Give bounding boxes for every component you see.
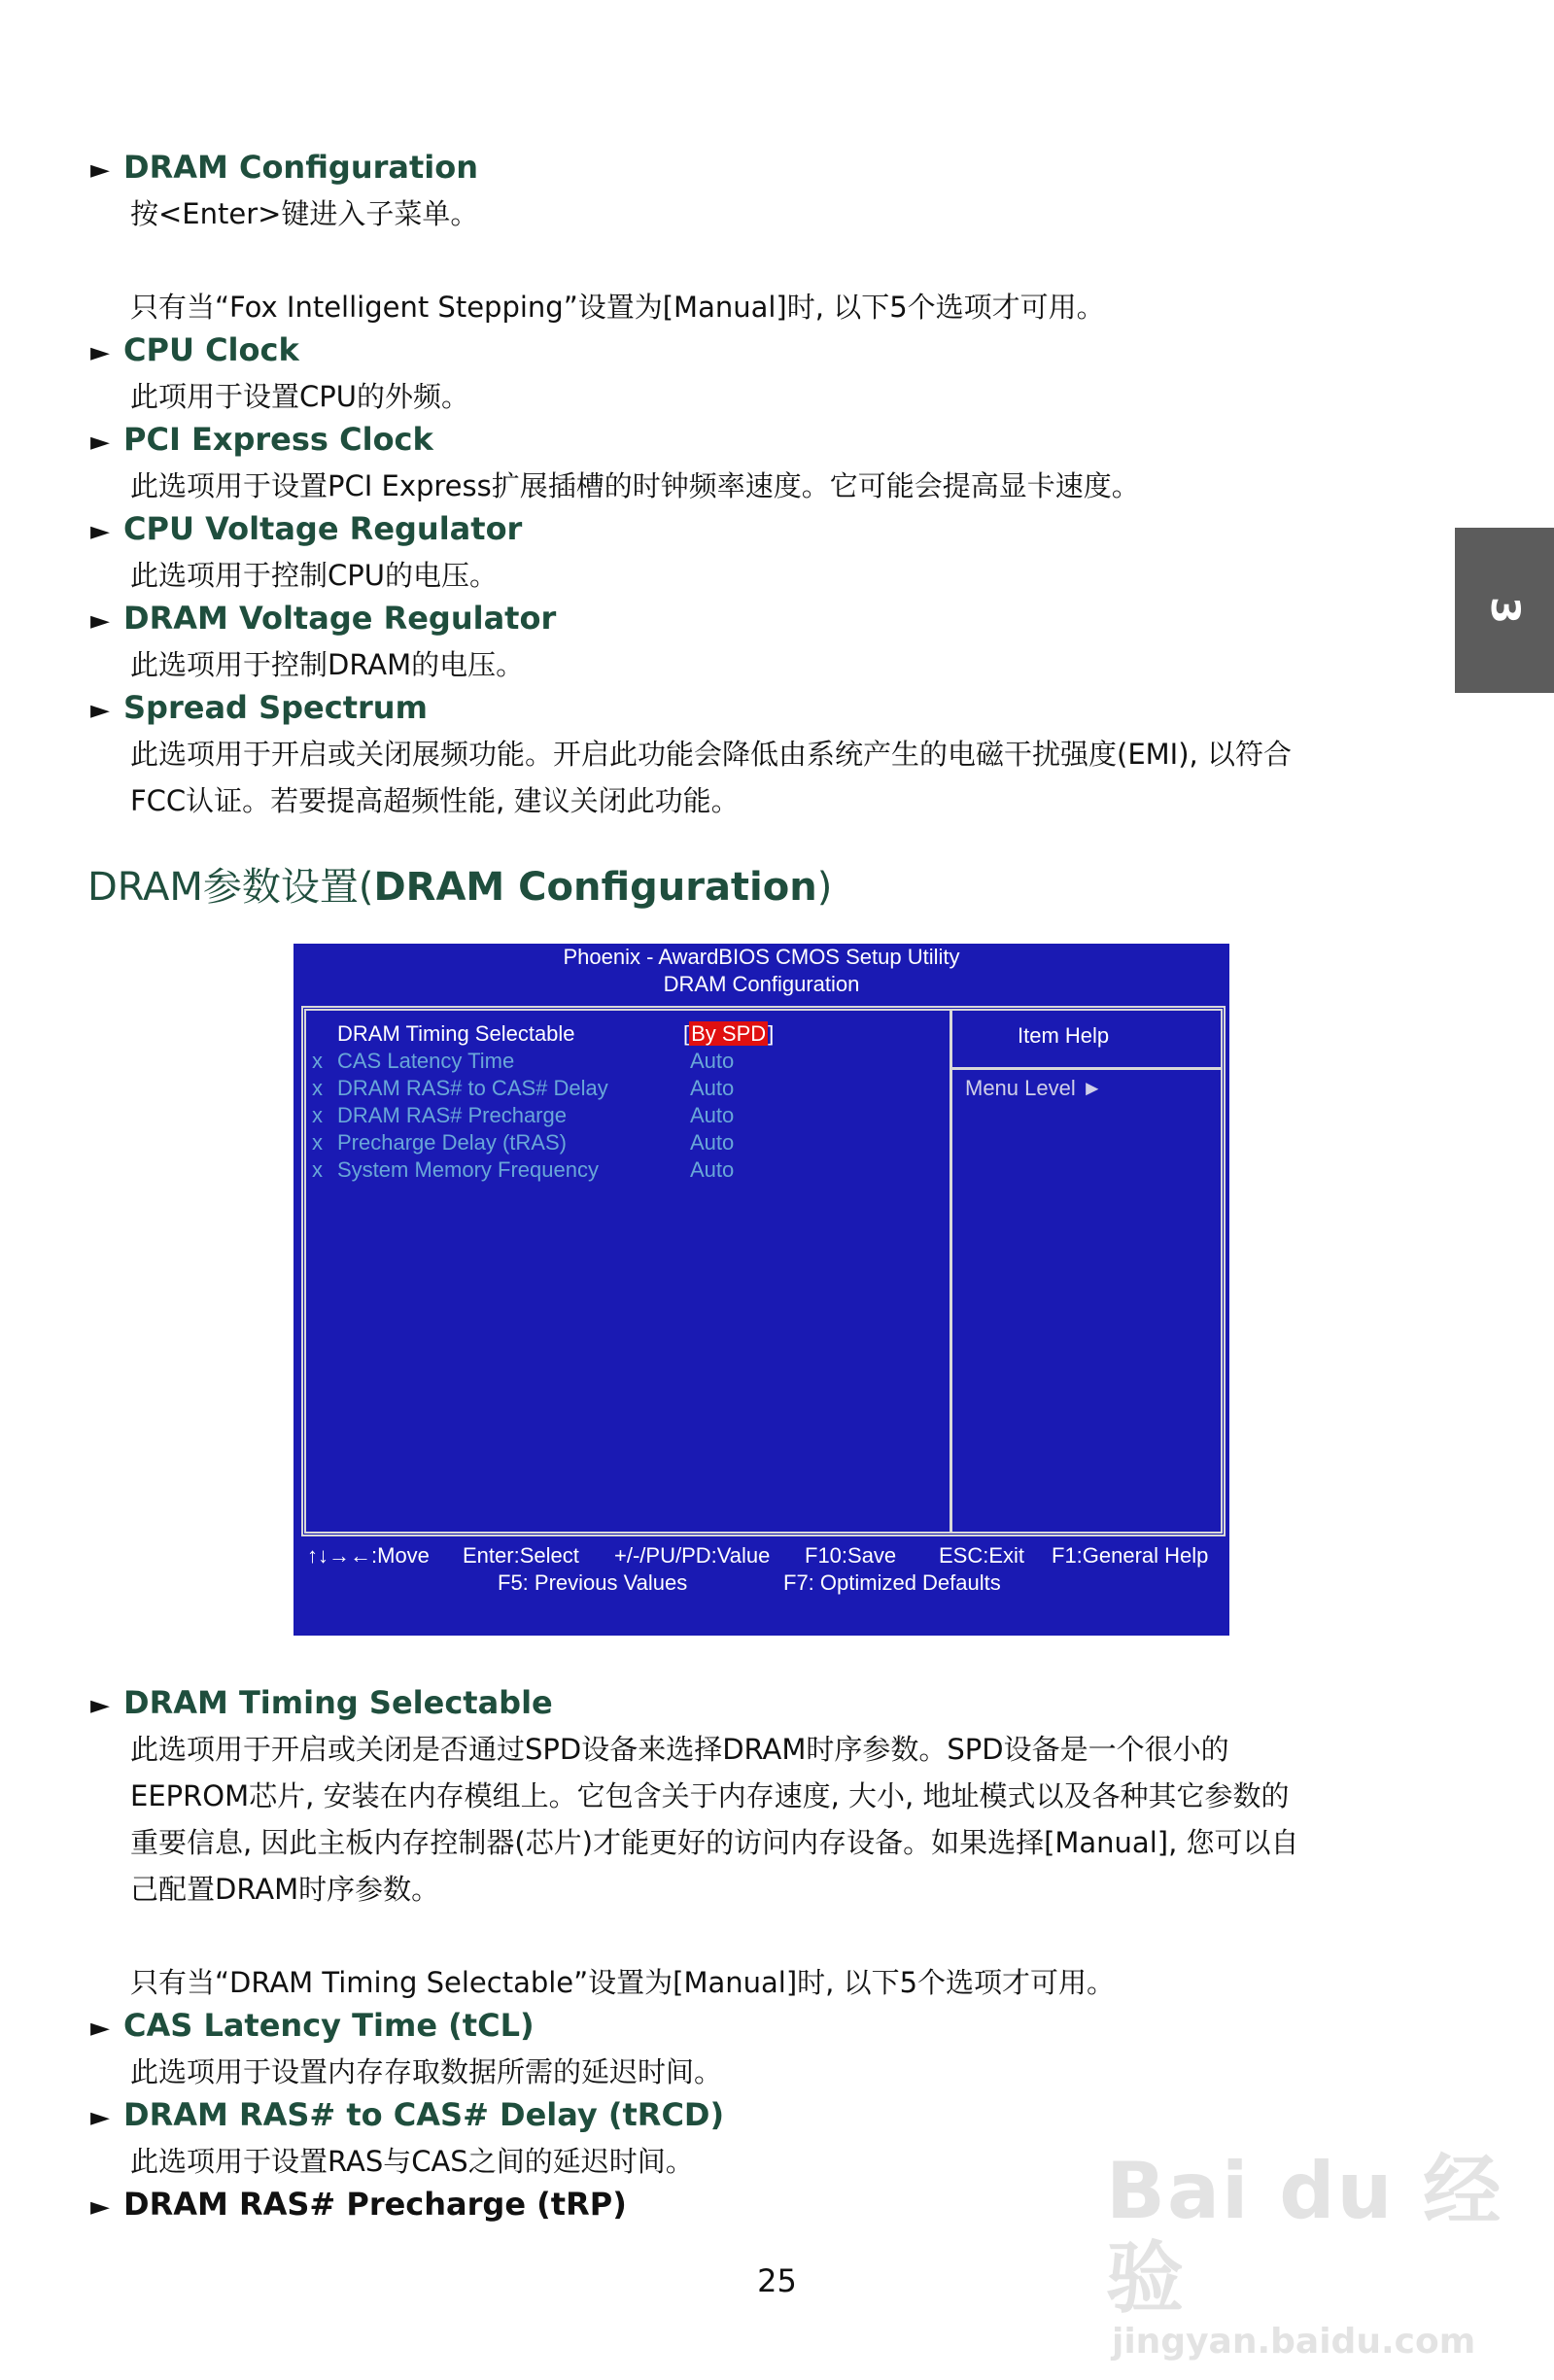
baidu-watermark: Bai du 经验 jingyan.baidu.com [1106,2146,1503,2362]
bios-key-exit: ESC:Exit [939,1543,1025,1568]
heading-spread-spectrum: ► Spread Spectrum [90,689,428,726]
body-text: 此选项用于设置内存存取数据所需的延迟时间。 [130,2055,723,2088]
bios-disabled-mark: x [312,1157,323,1182]
section-title: DRAM参数设置(DRAM Configuration) [87,865,833,910]
bios-item-ras-to-cas: DRAM RAS# to CAS# Delay [337,1076,608,1100]
heading-cas-latency-time: ► CAS Latency Time (tCL) [90,2007,535,2044]
triangle-right-icon: ► [1081,1076,1103,1100]
note-text: 只有当“DRAM Timing Selectable”设置为[Manual]时, 以下5个选项才可用。 [130,1966,1116,1999]
bios-value-ras-to-cas: Auto [690,1076,735,1100]
bios-key-select: Enter:Select [463,1543,579,1568]
body-text: 己配置DRAM时序参数。 [130,1873,440,1906]
arrow-icon: ► [90,155,110,185]
body-text: 此选项用于控制DRAM的电压。 [130,648,525,681]
bios-disabled-mark: x [312,1130,323,1155]
bios-disabled-mark: x [312,1076,323,1100]
bios-item-memory-frequency: System Memory Frequency [337,1157,599,1182]
bios-key-help: F1:General Help [1052,1543,1209,1568]
arrow-icon: ► [90,2103,110,2132]
bios-divider [950,1011,952,1532]
chapter-tab: 3 [1455,528,1554,693]
bios-key-value: +/-/PU/PD:Value [614,1543,771,1568]
bios-item-ras-precharge: DRAM RAS# Precharge [337,1103,567,1127]
arrow-icon: ► [90,1691,110,1720]
bios-key-previous: F5: Previous Values [498,1570,688,1595]
page-number: 25 [757,2262,797,2299]
body-text: 此项用于设置CPU的外频。 [130,380,469,413]
arrow-icon: ► [90,428,110,457]
bios-item-precharge-delay: Precharge Delay (tRAS) [337,1130,567,1155]
bios-key-save: F10:Save [805,1543,897,1568]
arrow-icon: ► [90,606,110,636]
body-text: 按<Enter>键进入子菜单。 [130,197,479,230]
body-text: 此选项用于控制CPU的电压。 [130,559,498,592]
bios-title: Phoenix - AwardBIOS CMOS Setup Utility [563,945,960,969]
bios-subtitle: DRAM Configuration [663,972,860,996]
arrow-icon: ► [90,696,110,725]
bios-key-defaults: F7: Optimized Defaults [783,1570,1001,1595]
body-text: 此选项用于设置RAS与CAS之间的延迟时间。 [130,2145,694,2178]
heading-dram-voltage-regulator: ► DRAM Voltage Regulator [90,600,557,637]
body-text: 重要信息, 因此主板内存控制器(芯片)才能更好的访问内存设备。如果选择[Manual], 您可以自 [130,1826,1299,1859]
heading-dram-timing-selectable: ► DRAM Timing Selectable [90,1684,553,1721]
heading-ras-precharge: ► DRAM RAS# Precharge (tRP) [90,2186,627,2223]
note-text: 只有当“Fox Intelligent Stepping”设置为[Manual]时, 以下5个选项才可用。 [130,291,1105,324]
bios-value-dram-timing[interactable]: [By SPD] [683,1021,775,1046]
body-text: EEPROM芯片, 安装在内存模组上。它包含关于内存速度, 大小, 地址模式以及各种其它参数的 [130,1779,1290,1812]
bios-value-memory-frequency: Auto [690,1157,735,1182]
body-text: 此选项用于设置PCI Express扩展插槽的时钟频率速度。它可能会提高显卡速度。 [130,469,1140,502]
bios-value-cas-latency: Auto [690,1049,735,1073]
bios-key-move: ↑↓→←:Move [307,1543,430,1568]
arrow-icon: ► [90,338,110,367]
bios-screenshot [294,944,1229,1636]
body-text: 此选项用于开启或关闭是否通过SPD设备来选择DRAM时序参数。SPD设备是一个很小的 [130,1733,1229,1766]
heading-cpu-clock: ► CPU Clock [90,331,299,368]
bios-item-dram-timing[interactable]: DRAM Timing Selectable [337,1021,575,1046]
bios-help-divider [952,1067,1221,1070]
bios-value-precharge-delay: Auto [690,1130,735,1155]
bios-disabled-mark: x [312,1103,323,1127]
arrow-icon: ► [90,2014,110,2043]
arrow-icon: ► [90,517,110,546]
bios-frame [301,1006,1226,1536]
heading-ras-to-cas-delay: ► DRAM RAS# to CAS# Delay (tRCD) [90,2096,725,2133]
arrow-icon: ► [90,2192,110,2222]
heading-cpu-voltage-regulator: ► CPU Voltage Regulator [90,510,523,547]
body-text: 此选项用于开启或关闭展频功能。开启此功能会降低由系统产生的电磁干扰强度(EMI), 以符合 [130,738,1292,771]
heading-dram-configuration: ► DRAM Configuration [90,149,479,186]
bios-disabled-mark: x [312,1049,323,1073]
bios-item-help-title: Item Help [1018,1023,1110,1048]
heading-pci-express-clock: ► PCI Express Clock [90,421,433,458]
bios-menu-level: Menu Level ► [965,1076,1103,1100]
bios-value-ras-precharge: Auto [690,1103,735,1127]
body-text: FCC认证。若要提高超频性能, 建议关闭此功能。 [130,784,740,817]
bios-item-cas-latency: CAS Latency Time [337,1049,515,1073]
